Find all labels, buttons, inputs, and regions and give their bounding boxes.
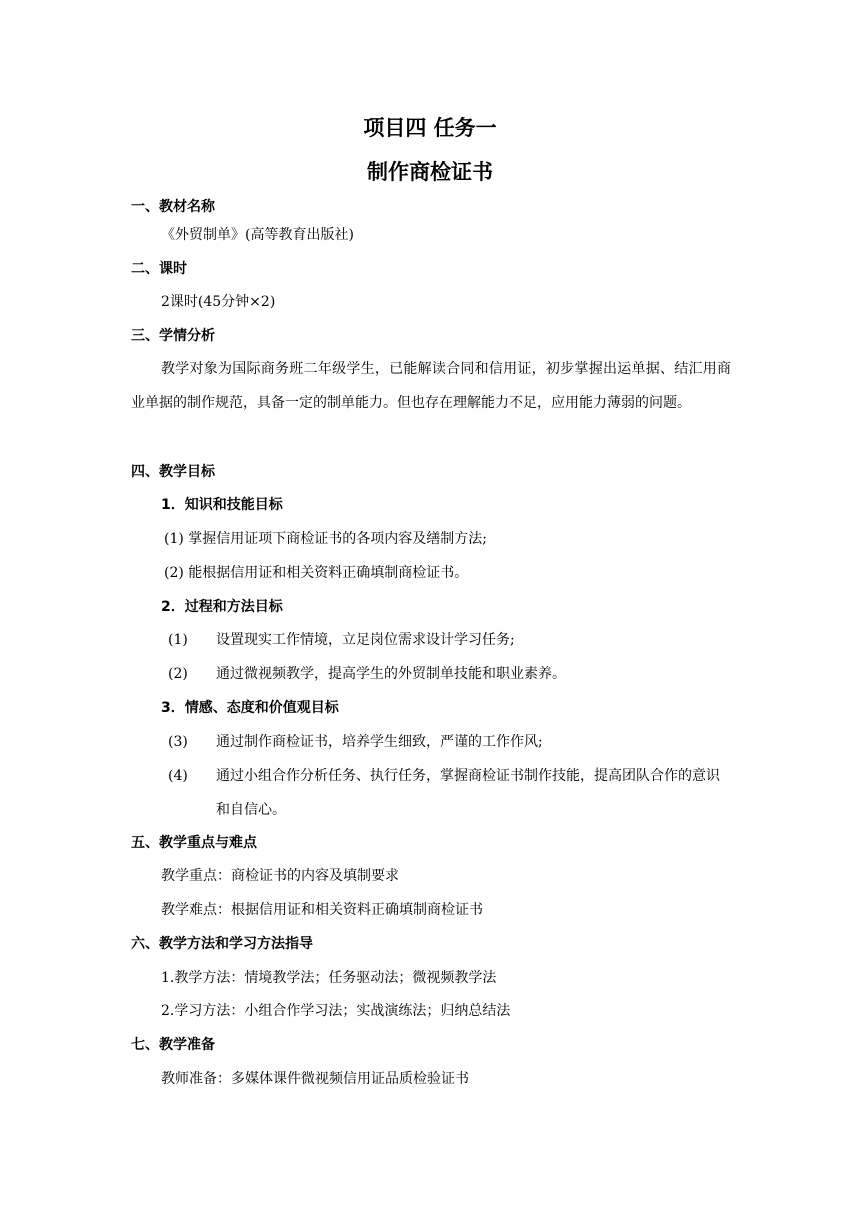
objective-process-item: 设置现实工作情境，立足岗位需求设计学习任务; [216, 632, 515, 648]
objective-emotion-title: 3．情感、态度和价值观目标 [161, 700, 339, 716]
learning-methods: 2.学习方法：小组合作学习法；实战演练法；归纳总结法 [161, 1003, 511, 1019]
key-point-difficulty: 教学难点：根据信用证和相关资料正确填制商检证书 [161, 902, 483, 918]
objective-emotion-number: (4) [168, 768, 188, 784]
objective-knowledge-item: (1) 掌握信用证项下商检证书的各项内容及缮制方法; [164, 531, 487, 547]
section-heading-methods: 六、教学方法和学习方法指导 [131, 936, 313, 952]
teacher-preparation: 教师准备：多媒体课件微视频信用证品质检验证书 [161, 1071, 469, 1087]
objective-emotion-item: 通过制作商检证书，培养学生细致，严谨的工作作风; [216, 734, 543, 750]
analysis-paragraph: 教学对象为国际商务班二年级学生，已能解读合同和信用证，初步掌握出运单据、结汇用商业单据的制作规范，具备一定的制单能力。但也存在理解能力不足，应用能力薄弱的问题。 [131, 361, 731, 411]
objective-emotion-item: 通过小组合作分析任务、执行任务，掌握商检证书制作技能，提高团队合作的意识和自信心。 [216, 768, 720, 818]
objective-knowledge-item: (2) 能根据信用证和相关资料正确填制商检证书。 [164, 565, 469, 581]
section-heading-key-points: 五、教学重点与难点 [131, 835, 257, 851]
section-heading-analysis: 三、学情分析 [131, 328, 215, 344]
class-hours: 2课时(45分钟×2) [161, 294, 276, 310]
textbook-name: 《外贸制单》(高等教育出版社) [161, 227, 354, 243]
objective-process-number: (2) [168, 666, 188, 682]
objective-process-title: 2．过程和方法目标 [161, 599, 283, 615]
section-heading-objectives: 四、教学目标 [131, 464, 215, 480]
key-point-focus: 教学重点：商检证书的内容及填制要求 [161, 868, 399, 884]
objective-process-number: (1) [168, 632, 188, 648]
section-heading-preparation: 七、教学准备 [131, 1037, 215, 1053]
document-subtitle: 制作商检证书 [367, 160, 493, 184]
section-heading-hours: 二、课时 [131, 261, 187, 277]
section-heading-textbook: 一、教材名称 [131, 199, 215, 215]
objective-knowledge-title: 1．知识和技能目标 [161, 497, 283, 513]
objective-process-item: 通过微视频教学，提高学生的外贸制单技能和职业素养。 [216, 666, 566, 682]
document-title: 项目四 任务一 [363, 116, 497, 140]
teaching-methods: 1.教学方法：情境教学法；任务驱动法；微视频教学法 [161, 970, 497, 986]
objective-emotion-number: (3) [168, 734, 188, 750]
